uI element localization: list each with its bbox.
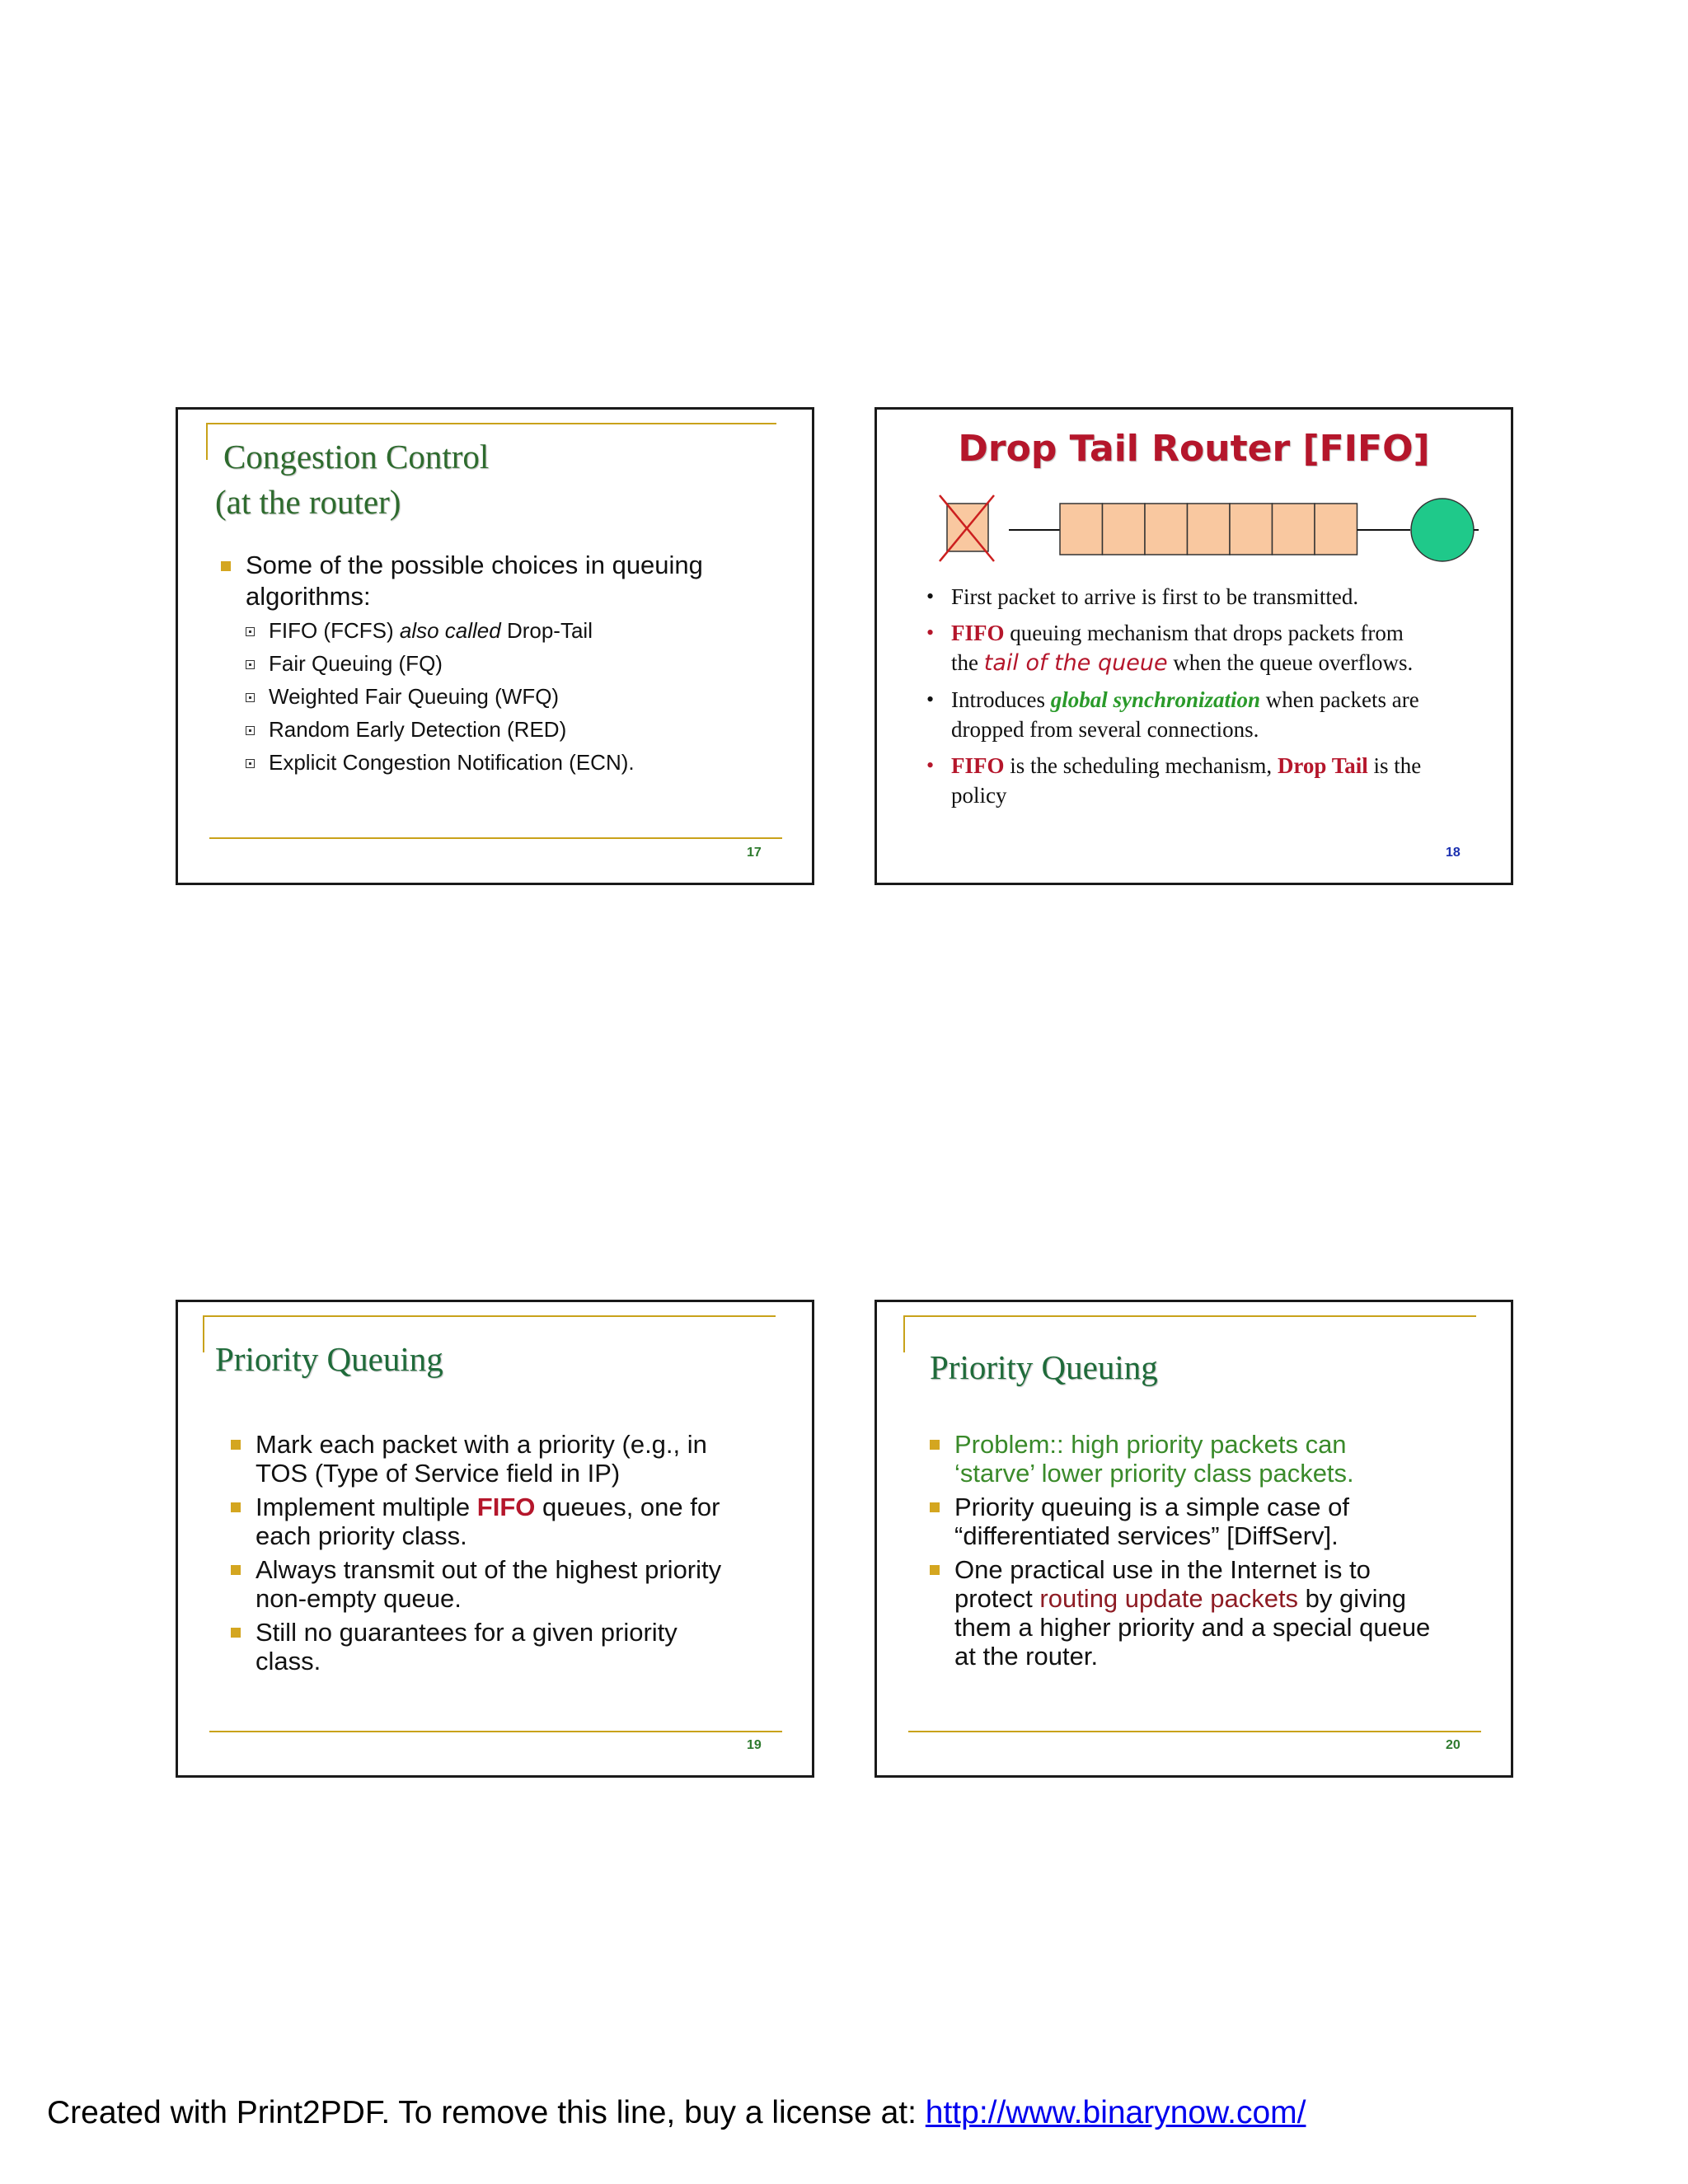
decor-corner-horizontal: [203, 1315, 776, 1317]
bullet-text: Introduces: [951, 687, 1051, 712]
fifo-term: FIFO: [951, 621, 1005, 645]
sub-list-item: [246, 713, 798, 746]
bullet-text: is the: [1367, 753, 1422, 778]
sub-text: Fair Queuing (FQ): [269, 651, 443, 676]
list-item: [221, 550, 798, 779]
sub-list-item: [246, 746, 798, 779]
square-bullet-icon: [231, 1440, 241, 1450]
bullet-list: [926, 582, 1503, 810]
hollow-square-bullet-icon: [246, 627, 255, 636]
decor-corner-horizontal: [206, 423, 776, 424]
fifo-term: FIFO: [476, 1493, 536, 1521]
square-bullet-icon: [231, 1628, 241, 1638]
list-item: [926, 751, 1503, 810]
drop-tail-term: Drop Tail: [1277, 753, 1368, 778]
bullet-text: One practical use in the Internet is to: [954, 1555, 1371, 1584]
bullet-text: when the queue overflows.: [1167, 650, 1414, 675]
bullet-text: Always transmit out of the highest priority: [256, 1555, 722, 1584]
bullet-text: when packets are: [1260, 687, 1419, 712]
slide-title: Priority Queuing: [930, 1348, 1158, 1386]
watermark-text: Created with Print2PDF. To remove this line, buy a license at:: [47, 2095, 926, 2130]
sub-list-item: [246, 647, 798, 680]
slide-20: [874, 1300, 1513, 1778]
sub-list-item: [246, 680, 798, 713]
print2pdf-watermark: [47, 2095, 1306, 2131]
hollow-square-bullet-icon: [246, 693, 255, 702]
square-bullet-icon: [231, 1502, 241, 1512]
sub-text-italic: also called: [399, 618, 501, 643]
bullet-text: at the router.: [954, 1642, 1099, 1671]
routing-update-term: routing update packets: [1039, 1584, 1299, 1613]
list-item: [231, 1618, 808, 1675]
slide-18: [874, 407, 1513, 885]
bullet-text: queues, one for: [535, 1493, 720, 1521]
list-item: [930, 1430, 1507, 1488]
slide-number: 18: [1446, 846, 1461, 860]
bullet-dot-icon: •: [926, 753, 935, 777]
footer-line: [209, 837, 782, 839]
bullet-text: First packet to arrive is first to be transmitted.: [951, 584, 1359, 609]
global-sync-term: global synchronization: [1050, 687, 1261, 712]
bullet-text: them a higher priority and a special queue: [954, 1613, 1431, 1642]
square-bullet-icon: [930, 1502, 940, 1512]
bullet-text: TOS (Type of Service field in IP): [256, 1459, 621, 1488]
square-bullet-icon: [930, 1565, 940, 1575]
footer-line: [209, 1731, 782, 1732]
list-item: [930, 1555, 1507, 1671]
slide-17: [176, 407, 814, 885]
bullet-text: by giving: [1298, 1584, 1407, 1613]
bullet-text: Some of the possible choices in queuing: [246, 551, 703, 579]
title-line-2: (at the router): [215, 483, 401, 521]
list-item: [926, 618, 1503, 678]
decor-corner-horizontal: [903, 1315, 1476, 1317]
queue-buffer: [1060, 504, 1357, 555]
fifo-term: FIFO: [951, 753, 1005, 778]
list-item: [930, 1493, 1507, 1550]
slide-number: 20: [1446, 1738, 1461, 1752]
sub-text: Explicit Congestion Notification (ECN).: [269, 750, 635, 775]
bullet-text: Implement multiple: [256, 1493, 477, 1521]
decor-corner-vertical: [203, 1315, 204, 1352]
square-bullet-icon: [231, 1565, 241, 1575]
sub-list-item: [246, 614, 798, 647]
slide-19: [176, 1300, 814, 1778]
bullet-list: [930, 1430, 1507, 1671]
bullet-dot-icon: •: [926, 687, 935, 711]
bullet-text: ‘starve’ lower priority class packets.: [954, 1459, 1354, 1488]
bullet-list: [231, 1430, 808, 1675]
bullet-text: algorithms:: [246, 582, 371, 611]
list-item: [926, 685, 1503, 744]
bullet-list: [221, 550, 798, 779]
slide-title: [215, 434, 489, 525]
bullet-text: queuing mechanism that drops packets from: [1004, 621, 1404, 645]
hollow-square-bullet-icon: [246, 726, 255, 735]
bullet-text: policy: [951, 783, 1007, 808]
server-circle: [1411, 499, 1474, 561]
bullet-text: each priority class.: [256, 1521, 467, 1550]
decor-corner-vertical: [903, 1315, 905, 1352]
list-item: [231, 1493, 808, 1550]
square-bullet-icon: [930, 1440, 940, 1450]
sub-text: Drop-Tail: [500, 618, 593, 643]
tail-of-queue-term: tail of the queue: [983, 650, 1168, 676]
hollow-square-bullet-icon: [246, 660, 255, 669]
list-item: [231, 1555, 808, 1613]
drop-tail-queue-diagram: [935, 492, 1479, 566]
sub-text: Random Early Detection (RED): [269, 717, 567, 742]
sub-text: Weighted Fair Queuing (WFQ): [269, 684, 560, 709]
square-bullet-icon: [221, 561, 231, 571]
bullet-text: non-empty queue.: [256, 1584, 462, 1613]
sub-list: [246, 614, 798, 779]
bullet-text: class.: [256, 1647, 321, 1675]
bullet-text: is the scheduling mechanism,: [1004, 753, 1278, 778]
bullet-text: Problem:: high priority packets can: [954, 1430, 1347, 1459]
binarynow-link[interactable]: http://www.binarynow.com/: [925, 2095, 1306, 2130]
slide-number: 17: [747, 846, 762, 860]
slide-title: Drop Tail Router [FIFO]: [958, 428, 1430, 470]
title-line-1: Congestion Control: [223, 438, 490, 476]
bullet-text: dropped from several connections.: [951, 717, 1259, 742]
bullet-text: Mark each packet with a priority (e.g., in: [256, 1430, 707, 1459]
slide-number: 19: [747, 1738, 762, 1752]
hollow-square-bullet-icon: [246, 759, 255, 768]
bullet-text: Still no guarantees for a given priority: [256, 1618, 678, 1647]
sub-text: FIFO (FCFS): [269, 618, 400, 643]
bullet-dot-icon: •: [926, 584, 935, 608]
bullet-dot-icon: •: [926, 621, 935, 644]
list-item: [231, 1430, 808, 1488]
decor-corner-vertical: [206, 423, 208, 460]
bullet-text: “differentiated services” [DiffServ].: [954, 1521, 1339, 1550]
bullet-text: protect: [954, 1584, 1040, 1613]
bullet-text: Priority queuing is a simple case of: [954, 1493, 1350, 1521]
slide-title: Priority Queuing: [215, 1340, 443, 1378]
list-item: [926, 582, 1503, 612]
bullet-text: the: [951, 650, 984, 675]
footer-line: [908, 1731, 1481, 1732]
